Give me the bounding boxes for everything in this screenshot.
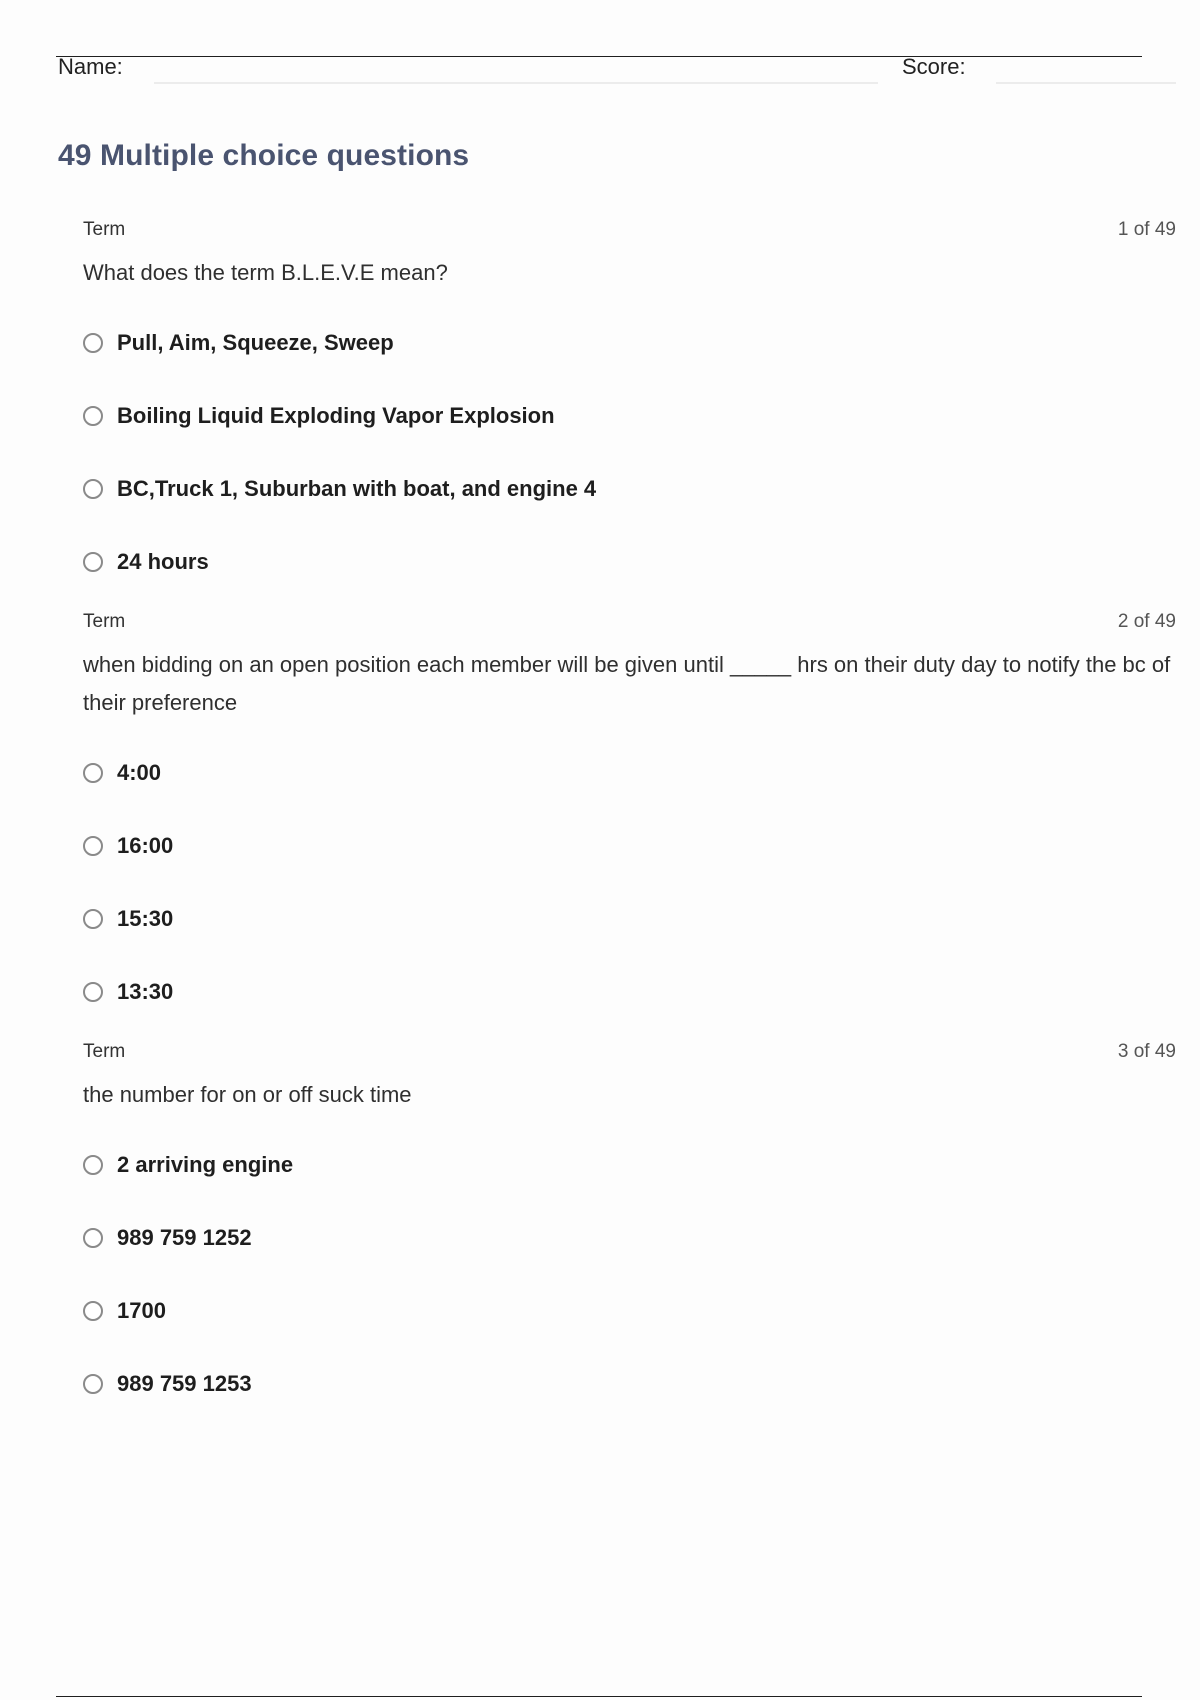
answer-label: 989 759 1252 [117,1224,252,1250]
radio-button-icon[interactable] [83,909,103,929]
name-field[interactable] [154,82,878,84]
radio-button-icon[interactable] [83,406,103,426]
question-counter: 3 of 49 [1117,1041,1176,1062]
answer-label: 1700 [117,1297,166,1323]
top-divider [56,56,1142,57]
radio-button-icon[interactable] [83,982,103,1002]
question-header [83,608,1176,636]
score-field[interactable] [996,82,1176,84]
answer-option[interactable] [83,1347,1176,1420]
answer-label: 15:30 [117,905,174,931]
answer-option[interactable] [83,955,1176,1028]
answer-label: 989 759 1253 [117,1370,252,1396]
question-counter: 2 of 49 [1117,611,1176,632]
radio-button-icon[interactable] [83,1155,103,1175]
answer-options [83,1128,1176,1420]
question-3 [83,1038,1176,1420]
question-1 [83,216,1176,598]
radio-button-icon[interactable] [83,836,103,856]
answer-label: 13:30 [117,978,174,1004]
question-text: the number for on or off suck time [83,1082,412,1107]
answer-label: 4:00 [117,759,162,785]
answer-option[interactable] [83,736,1176,809]
radio-button-icon[interactable] [83,552,103,572]
answer-label: 16:00 [117,832,174,858]
radio-button-icon[interactable] [83,1301,103,1321]
answer-label: 24 hours [117,548,209,574]
radio-button-icon[interactable] [83,479,103,499]
name-label: Name: [58,54,123,79]
answer-option[interactable] [83,882,1176,955]
term-label: Term [83,219,126,240]
answer-option[interactable] [83,809,1176,882]
question-text: when bidding on an open position each member will be given until _____ hrs on their duty day to notify the bc of their preference [83,652,1171,715]
answer-options [83,736,1176,1028]
answer-option[interactable] [83,1128,1176,1201]
page-title: 49 Multiple choice questions [58,139,470,172]
answer-option[interactable] [83,525,1176,598]
radio-button-icon[interactable] [83,763,103,783]
answer-label: Boiling Liquid Exploding Vapor Explosion [117,402,555,428]
question-counter: 1 of 49 [1117,219,1176,240]
answer-option[interactable] [83,452,1176,525]
term-label: Term [83,1041,126,1062]
bottom-divider [56,1696,1142,1697]
answer-label: 2 arriving engine [117,1151,294,1177]
radio-button-icon[interactable] [83,1228,103,1248]
answer-option[interactable] [83,306,1176,379]
question-text: What does the term B.L.E.V.E mean? [83,260,448,285]
radio-button-icon[interactable] [83,1374,103,1394]
answer-options [83,306,1176,598]
question-header [83,216,1176,244]
question-header [83,1038,1176,1066]
score-label: Score: [902,54,966,79]
term-label: Term [83,611,126,632]
question-2 [83,608,1176,1028]
answer-option[interactable] [83,1274,1176,1347]
answer-label: BC,Truck 1, Suburban with boat, and engine 4 [117,475,597,501]
answer-option[interactable] [83,1201,1176,1274]
radio-button-icon[interactable] [83,333,103,353]
answer-label: Pull, Aim, Squeeze, Sweep [117,329,394,355]
answer-option[interactable] [83,379,1176,452]
